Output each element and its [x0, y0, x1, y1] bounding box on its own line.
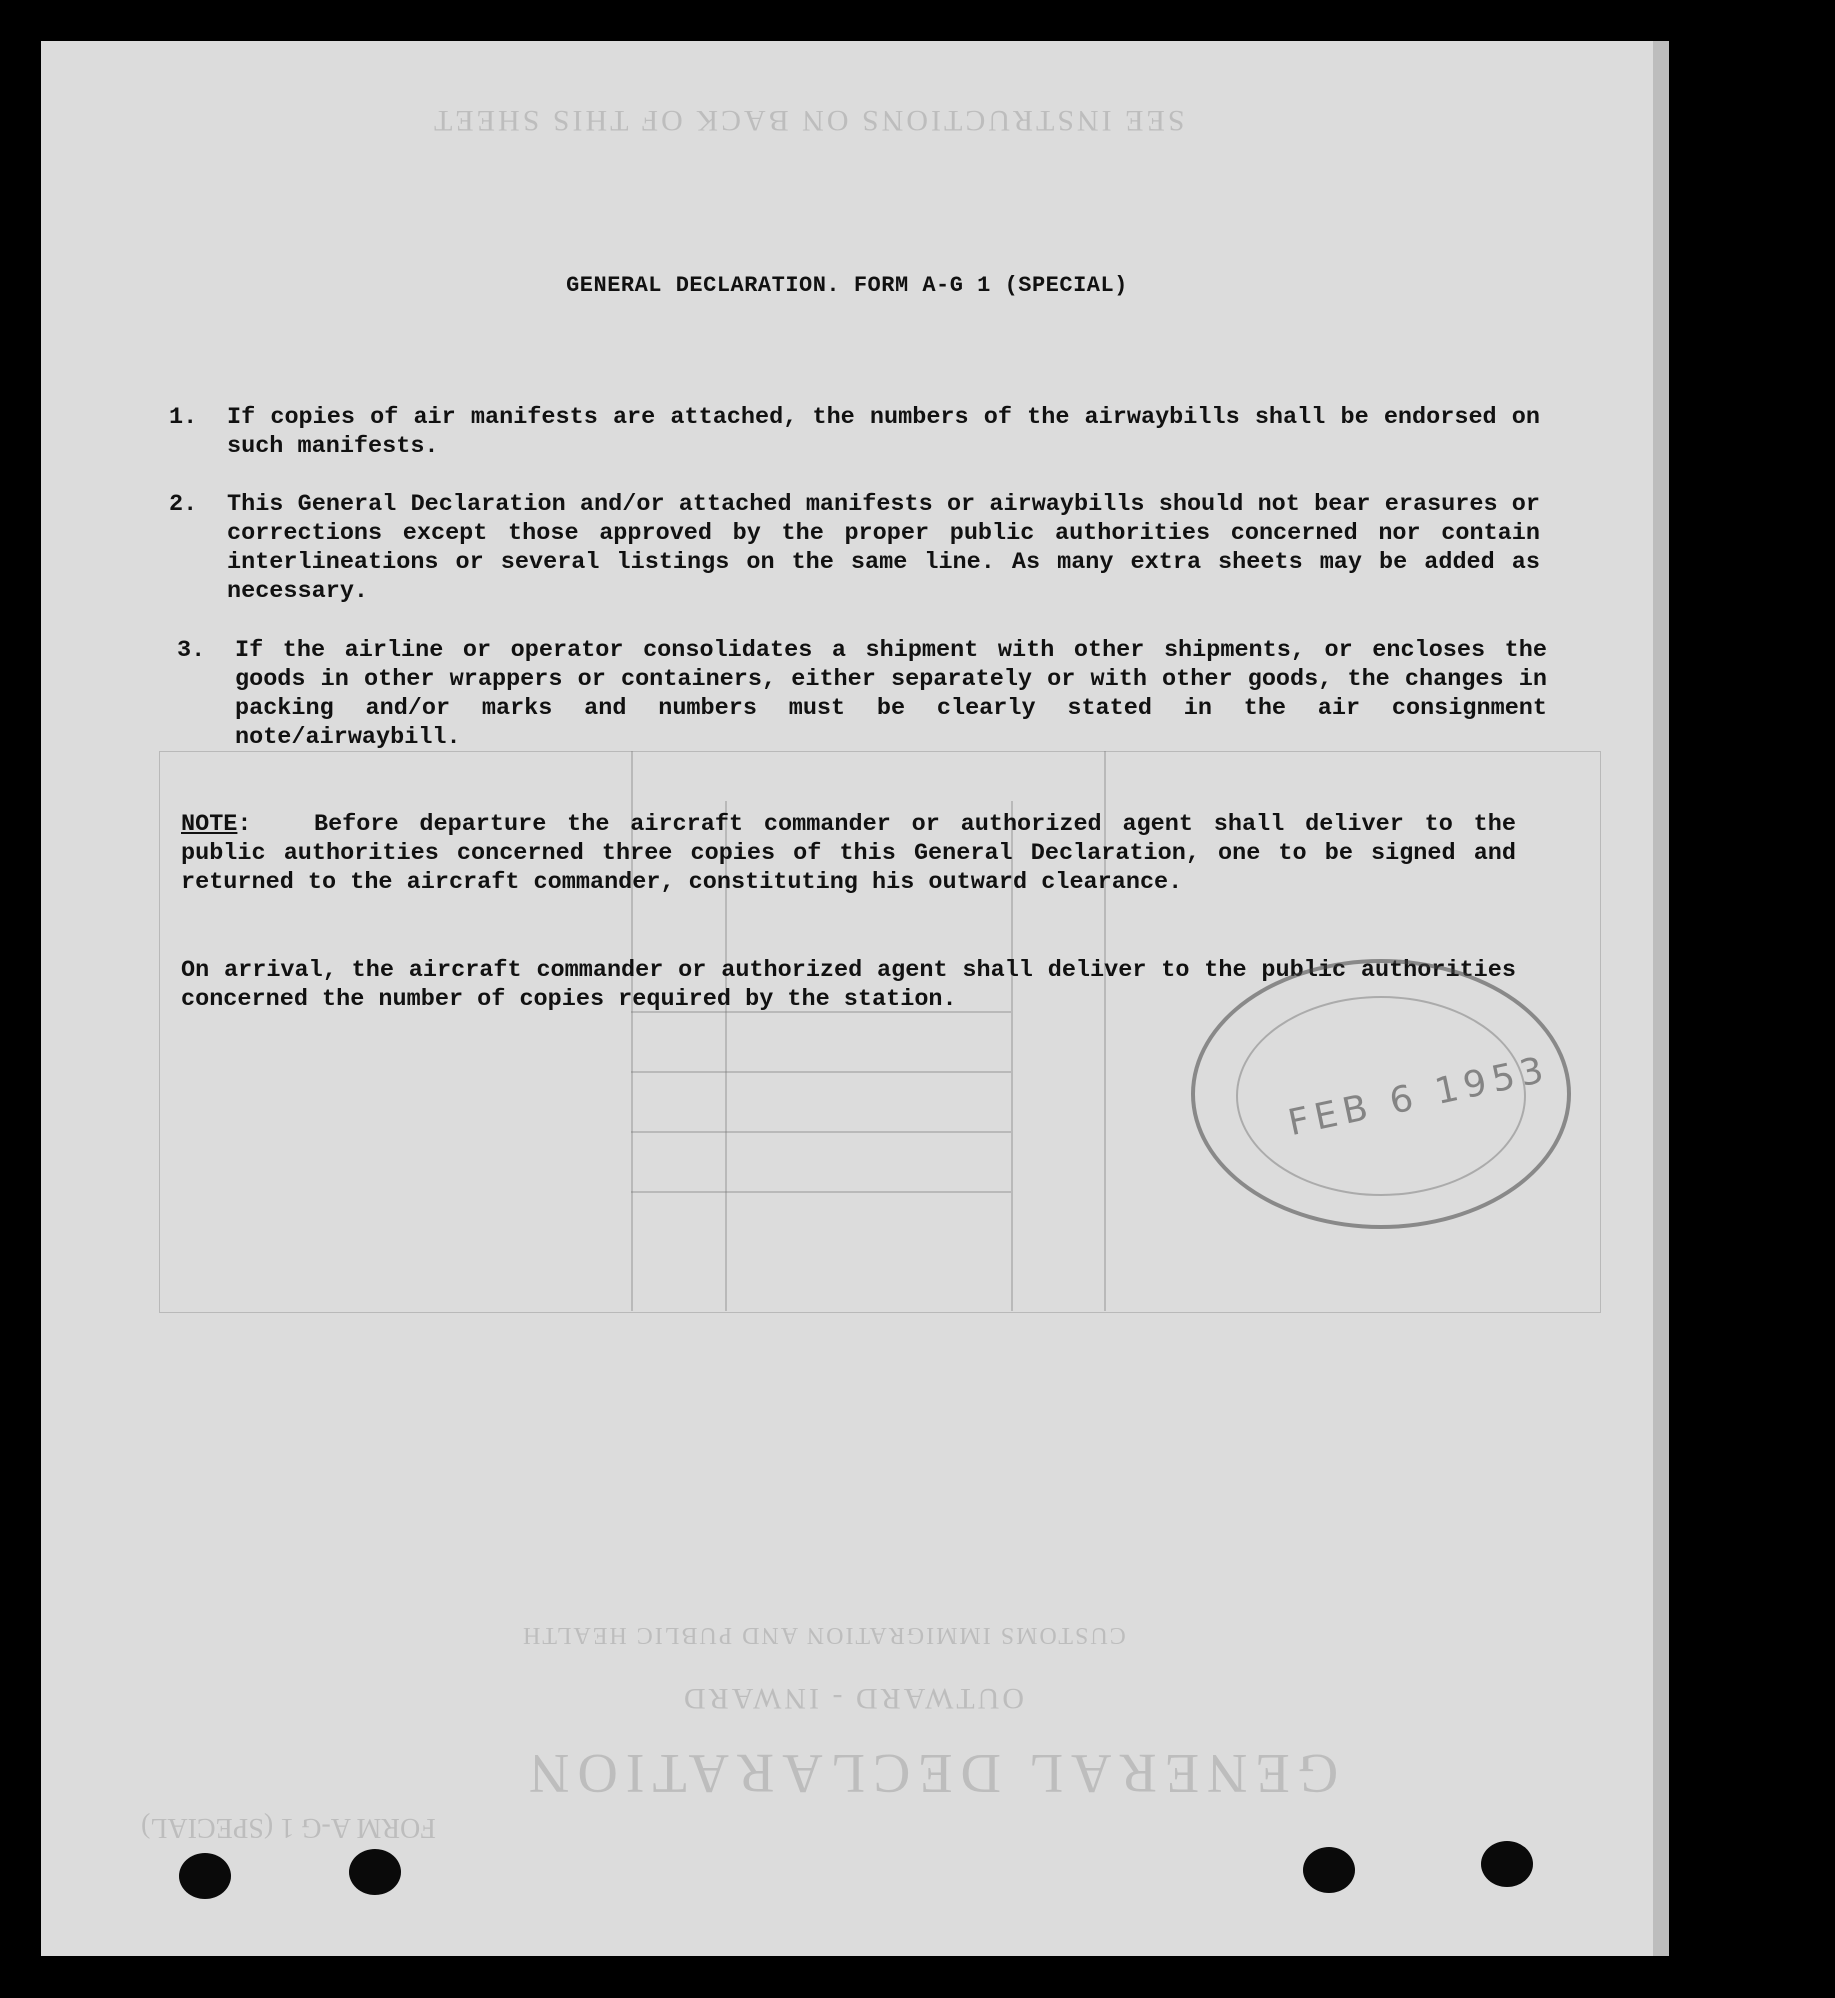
ghost-table-row [631, 1071, 1011, 1073]
item-text: This General Declaration and/or attached manifests or airwaybills should not bear erasures or corrections except those approved by the proper public authorities concerned nor contain interlineations or several listings on the same line. As many extra sheets may be added as necessary. [227, 491, 1540, 605]
punch-hole [179, 1853, 231, 1899]
instruction-item-3 [177, 636, 1557, 766]
ghost-footer-text: FORM A-G 1 (SPECIAL) [141, 1812, 436, 1843]
punch-hole [349, 1849, 401, 1895]
note-colon: : [237, 811, 314, 838]
item-text: If the airline or operator consolidates a shipment with other shipments, or encloses the goods in other wrappers or containers, either separately or with other goods, the changes in packing and/or marks and numbers must be clearly stated in the air consignment note/airwaybill. [235, 637, 1547, 751]
item-number: 3. [177, 637, 206, 664]
ghost-header-text: SEE INSTRUCTIONS ON BACK OF THIS SHEET [431, 104, 1185, 137]
ghost-footer-text: CUSTOMS IMMIGRATION AND PUBLIC HEALTH [521, 1622, 1126, 1648]
stamp-date: FEB 6 1953 [1284, 1048, 1553, 1145]
ghost-table-row [631, 1131, 1011, 1133]
ghost-footer-text: OUTWARD - INWARD [681, 1682, 1024, 1715]
punch-hole [1481, 1841, 1533, 1887]
item-number: 2. [169, 491, 198, 518]
document-page [41, 41, 1653, 1956]
item-number: 1. [169, 404, 198, 431]
arrival-paragraph: On arrival, the aircraft commander or authorized agent shall deliver to the public authorities concerned the number of copies required by the station. [181, 957, 1516, 1013]
punch-hole [1303, 1847, 1355, 1893]
instruction-item-2 [169, 490, 1549, 620]
document-title: GENERAL DECLARATION. FORM A-G 1 (SPECIAL) [566, 273, 1128, 298]
instruction-item-1 [169, 403, 1549, 473]
paper-edge [1653, 41, 1669, 1956]
item-text: If copies of air manifests are attached, the numbers of the airwaybills shall be endorsed on such manifests. [227, 404, 1540, 460]
note-paragraph [181, 810, 1516, 897]
ghost-footer-text: GENERAL DECLARATION [521, 1742, 1339, 1804]
note-text: Before departure the aircraft commander or authorized agent shall deliver to the public authorities concerned three copies of this General Declaration, one to be signed and returned to the aircraft commander, constituting his outward clearance. [181, 811, 1516, 896]
note-label: NOTE [181, 811, 238, 838]
ghost-table-row [631, 1191, 1011, 1193]
